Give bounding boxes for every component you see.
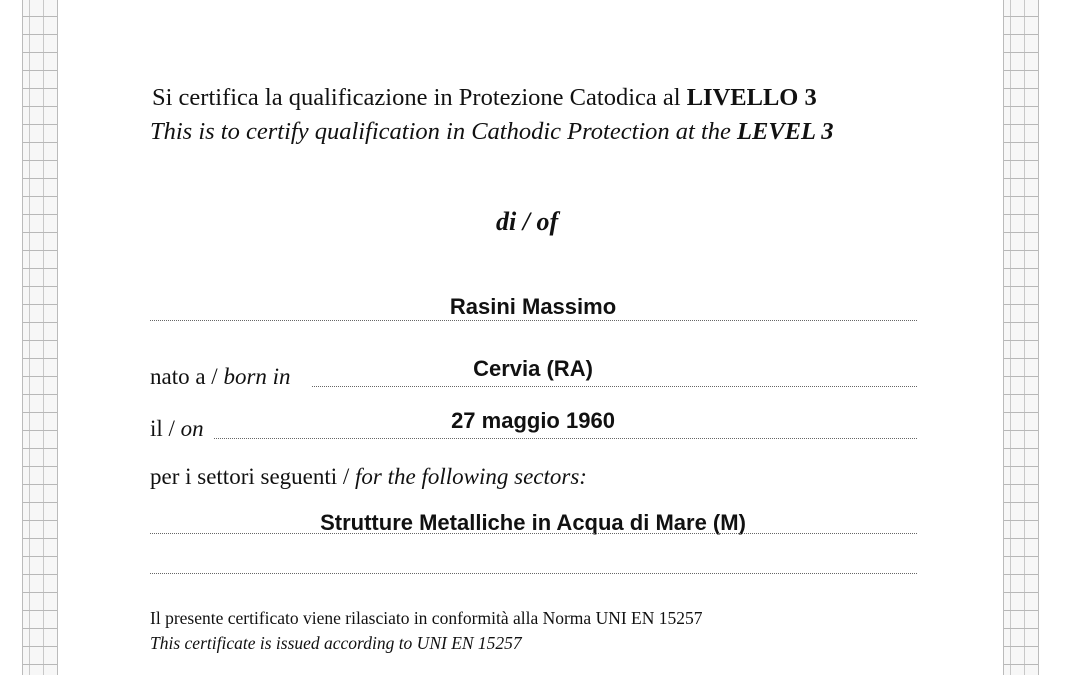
date-label-english: on — [180, 416, 204, 441]
level-italian: LIVELLO 3 — [686, 84, 817, 111]
sectors-label-italian: per i settori seguenti / — [150, 464, 356, 489]
date-label-italian: il / — [150, 416, 181, 441]
holder-name: Rasini Massimo — [449, 294, 617, 319]
born-in-label — [150, 364, 291, 390]
sectors-label — [150, 464, 587, 490]
decorative-border-right — [1003, 0, 1039, 675]
date-label — [150, 416, 204, 442]
of-label: di / of — [496, 207, 559, 236]
name-dotted-line — [150, 320, 917, 321]
birthplace-dotted-line — [312, 386, 917, 387]
sectors-dotted-line — [150, 533, 917, 534]
date-dotted-line — [214, 438, 917, 439]
born-in-label-english: born in — [223, 364, 291, 389]
statement-text-italian: Si certifica la qualificazione in Protezione Catodica al — [152, 84, 687, 111]
born-in-label-italian: nato a / — [150, 364, 224, 389]
decorative-border-left — [22, 0, 58, 675]
footer-note-italian: Il presente certificato viene rilasciato in conformità alla Norma UNI EN 15257 — [150, 608, 703, 628]
birthplace-value: Cervia (RA) — [473, 356, 593, 381]
level-english: LEVEL 3 — [737, 118, 834, 145]
extra-dotted-line — [150, 573, 917, 574]
footer-note-english: This certificate is issued according to UNI EN 15257 — [150, 633, 522, 653]
sectors-value: Strutture Metalliche in Acqua di Mare (M) — [320, 510, 746, 535]
certification-statement-italian — [152, 84, 817, 112]
birth-date-value: 27 maggio 1960 — [451, 408, 615, 433]
certification-statement-english — [150, 118, 833, 146]
sectors-label-english: for the following sectors: — [355, 464, 587, 489]
statement-text-english: This is to certify qualification in Cathodic Protection at the — [150, 118, 738, 145]
